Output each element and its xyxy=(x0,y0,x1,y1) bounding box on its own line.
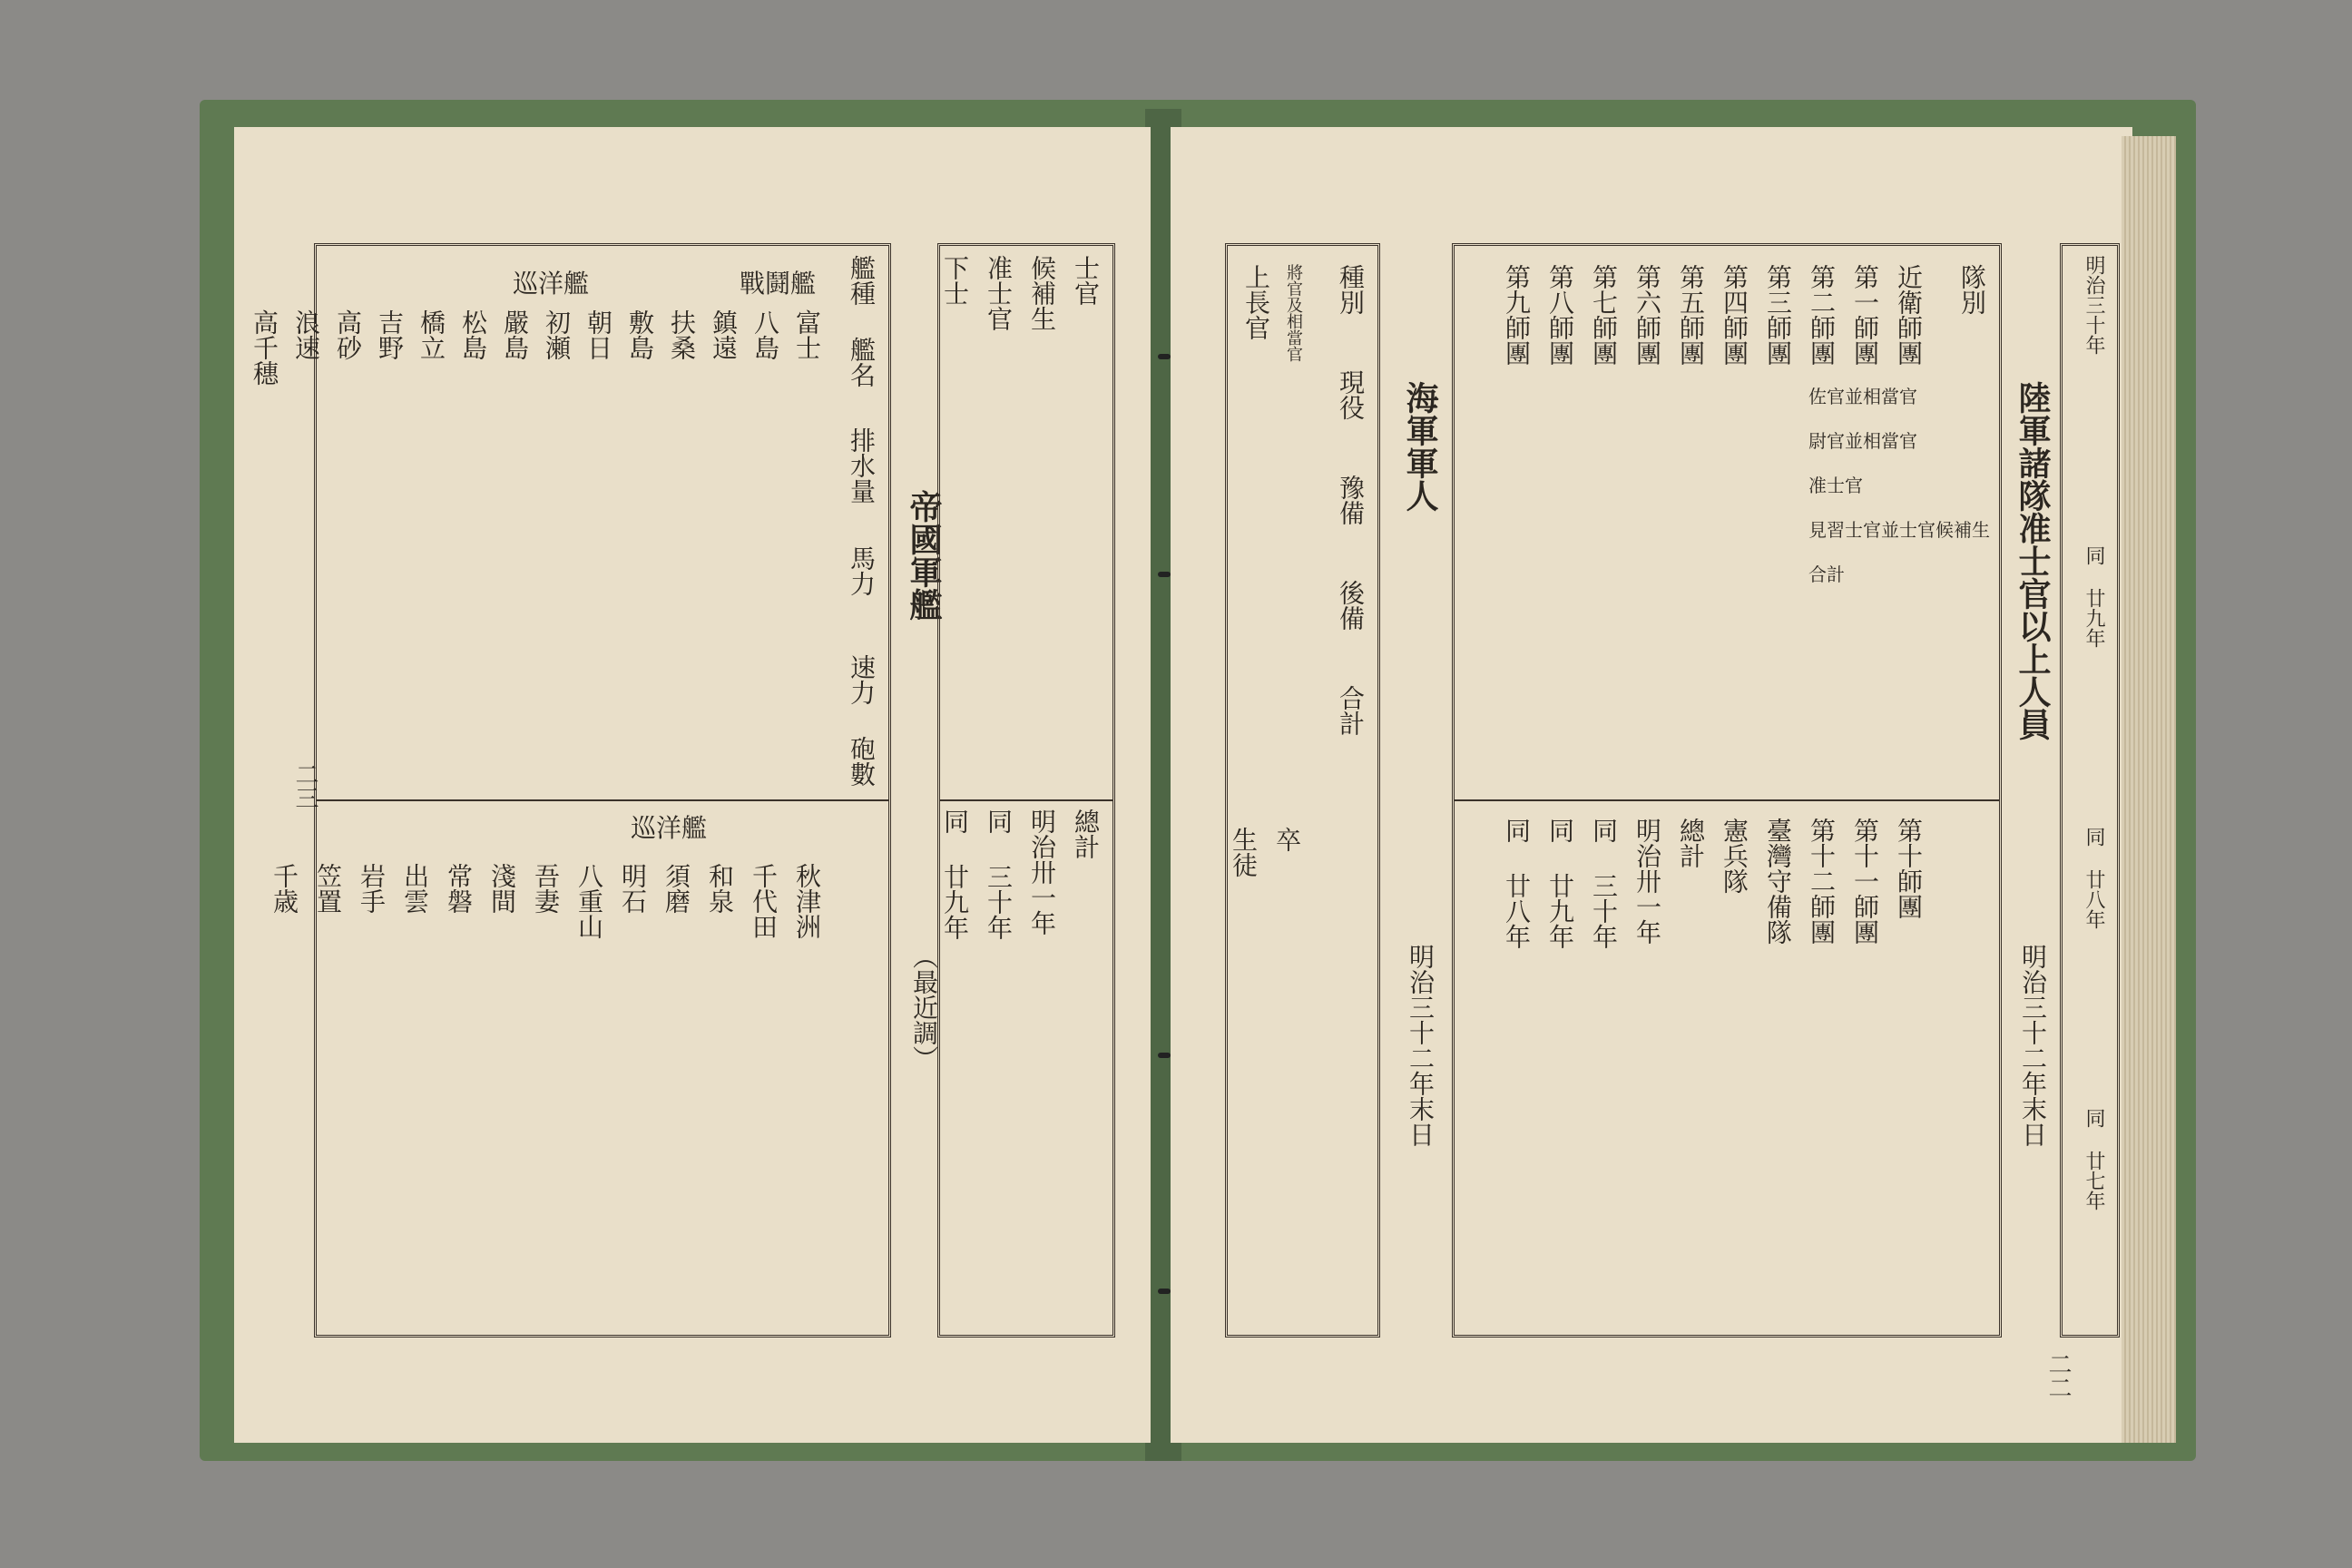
navy-col-header: 合計 xyxy=(1336,685,1366,736)
army-unit: 明治卅一年 xyxy=(1632,818,1662,945)
army-date: 明治三十二年末日 xyxy=(2018,944,2048,1147)
army-unit: 第六師團 xyxy=(1632,264,1662,366)
officer-row-label: 下士 xyxy=(940,255,970,306)
right-page xyxy=(1171,127,2132,1443)
ship-name: 常磐 xyxy=(444,863,474,914)
ship-name: 初瀬 xyxy=(542,309,572,360)
navy-col-header: 豫備 xyxy=(1336,475,1366,525)
navy-col-header: 現役 xyxy=(1336,369,1366,420)
navy-row-label: 卒 xyxy=(1272,827,1302,852)
left-page xyxy=(234,127,1151,1443)
ship-name: 朝日 xyxy=(583,309,613,360)
header-ship-name: 艦名 xyxy=(847,337,877,387)
navy-row-label: 上長官 xyxy=(1241,264,1271,340)
officer-total-label: 明治卅一年 xyxy=(1027,808,1057,936)
page-number-left: 二三 xyxy=(291,762,318,809)
ship-name: 敷島 xyxy=(625,309,655,360)
navy-personnel-date: 明治三十二年末日 xyxy=(1406,944,1436,1147)
ship-name: 出雲 xyxy=(400,863,430,914)
ship-name: 高千穗 xyxy=(250,309,279,386)
navy-col-header: 後備 xyxy=(1336,580,1366,631)
army-unit: 同 廿九年 xyxy=(1545,818,1575,949)
ship-name: 須磨 xyxy=(662,863,691,914)
navy-ships-title: 帝國軍艦 xyxy=(905,490,943,621)
ship-name: 八島 xyxy=(750,309,780,360)
army-unit: 近衛師團 xyxy=(1894,264,1924,366)
army-unit: 第九師團 xyxy=(1502,264,1532,366)
army-col-header: 准士官 xyxy=(1808,475,1863,496)
ship-name: 浪速 xyxy=(291,309,321,360)
side-year: 同 廿八年 xyxy=(2082,827,2105,929)
army-col-header: 尉官並相當官 xyxy=(1808,430,1917,452)
army-unit: 總計 xyxy=(1676,818,1706,868)
army-unit: 第七師團 xyxy=(1589,264,1619,366)
ship-name: 鎮遠 xyxy=(709,309,739,360)
army-side-years xyxy=(2060,243,2120,1338)
header-guns: 砲數 xyxy=(847,736,877,787)
army-unit: 憲兵隊 xyxy=(1720,818,1749,894)
army-col-header: 見習士官並士官候補生 xyxy=(1808,519,1990,541)
ship-name: 吾妻 xyxy=(531,863,561,914)
army-unit: 第三師團 xyxy=(1763,264,1793,366)
side-year: 同 廿九年 xyxy=(2082,545,2105,648)
army-unit: 第四師團 xyxy=(1720,264,1749,366)
ship-name: 扶桑 xyxy=(667,309,697,360)
army-unit: 第一師團 xyxy=(1850,264,1880,366)
ship-name: 富士 xyxy=(792,309,822,360)
ship-name: 高砂 xyxy=(333,309,363,360)
navy-row-label: 將官及相當官 xyxy=(1284,264,1303,362)
officer-row-label: 候補生 xyxy=(1027,255,1057,331)
officer-total-label: 總計 xyxy=(1071,808,1101,859)
ship-name: 千代田 xyxy=(749,863,779,939)
page-edges xyxy=(2122,136,2176,1443)
ship-name: 秋津洲 xyxy=(792,863,822,939)
army-title: 陸軍諸隊准士官以上人員 xyxy=(2014,381,2052,740)
army-header-unit: 隊別 xyxy=(1957,264,1987,315)
officers-small-table xyxy=(937,243,1115,1338)
officer-row-label: 士官 xyxy=(1071,255,1101,306)
navy-personnel-table xyxy=(1225,243,1380,1338)
army-unit: 第十師團 xyxy=(1894,818,1924,919)
ship-name: 和泉 xyxy=(705,863,735,914)
binding-hole xyxy=(1158,1289,1171,1294)
ship-name: 松島 xyxy=(458,309,488,360)
ship-name: 八重山 xyxy=(574,863,604,939)
army-unit: 同 三十年 xyxy=(1589,818,1619,949)
army-unit: 第十二師團 xyxy=(1807,818,1837,945)
ship-name: 橋立 xyxy=(416,309,446,360)
block1-type-cruiser: 巡洋艦 xyxy=(512,269,589,299)
ship-name: 千歳 xyxy=(270,863,299,914)
ship-name: 吉野 xyxy=(375,309,405,360)
officer-row-label: 准士官 xyxy=(984,255,1014,331)
binding-hole xyxy=(1158,354,1171,359)
army-unit: 同 廿八年 xyxy=(1502,818,1532,949)
navy-col-header: 種別 xyxy=(1336,264,1366,315)
army-col-header: 佐官並相當官 xyxy=(1808,386,1917,407)
block2-type-cruiser: 巡洋艦 xyxy=(630,813,707,843)
ship-name: 淺間 xyxy=(487,863,517,914)
army-unit: 第五師團 xyxy=(1676,264,1706,366)
army-unit: 第二師團 xyxy=(1807,264,1837,366)
army-unit: 第八師團 xyxy=(1545,264,1575,366)
navy-personnel-title: 海軍軍人 xyxy=(1401,381,1439,512)
side-year: 同 廿七年 xyxy=(2082,1108,2105,1210)
officer-total-label: 同 廿九年 xyxy=(940,808,970,940)
navy-ships-note: （最近調） xyxy=(909,944,939,1071)
ship-name: 笠置 xyxy=(313,863,343,914)
army-col-header: 合計 xyxy=(1808,564,1845,585)
header-ship-type: 艦種 xyxy=(847,255,877,306)
block1-type-battleship: 戰鬪艦 xyxy=(739,269,816,299)
side-year: 明治三十年 xyxy=(2082,255,2105,355)
ship-name: 嚴島 xyxy=(500,309,530,360)
ship-name: 岩手 xyxy=(357,863,387,914)
binding-hole xyxy=(1158,572,1171,577)
army-unit: 第十一師團 xyxy=(1850,818,1880,945)
navy-row-label: 生徒 xyxy=(1229,827,1259,877)
officer-total-label: 同 三十年 xyxy=(984,808,1014,940)
header-horsepower: 馬力 xyxy=(847,545,877,596)
army-table xyxy=(1452,243,2002,1338)
ship-name: 明石 xyxy=(618,863,648,914)
header-displacement: 排水量 xyxy=(847,427,877,504)
army-unit: 臺灣守備隊 xyxy=(1763,818,1793,945)
header-speed: 速力 xyxy=(847,654,877,705)
page-number-right: 二二 xyxy=(2044,1352,2072,1399)
binding-hole xyxy=(1158,1053,1171,1058)
